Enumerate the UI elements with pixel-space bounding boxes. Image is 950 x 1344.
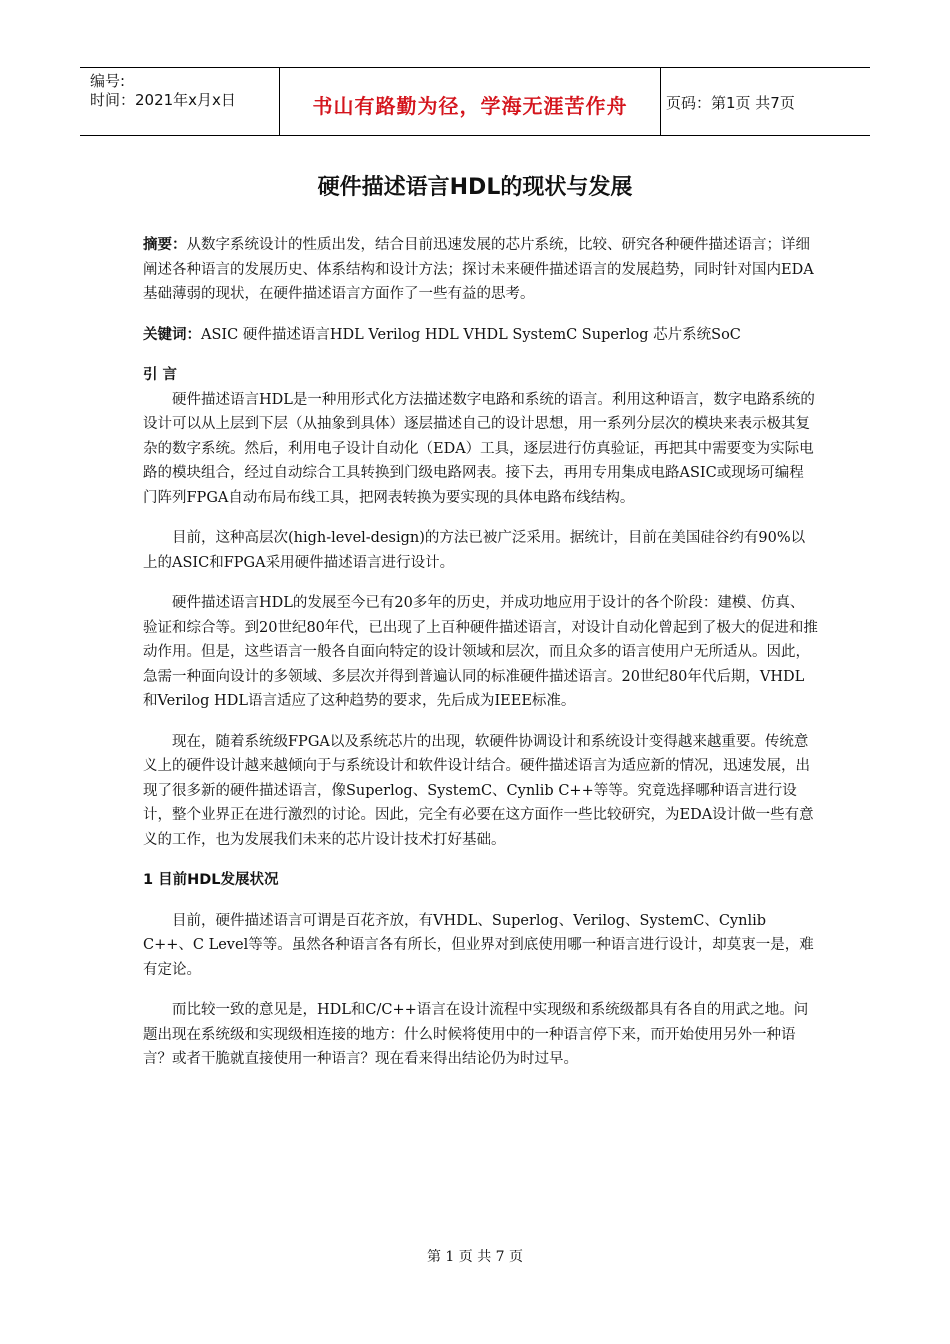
paragraph: 硬件描述语言HDL是一种用形式化方法描述数字电路和系统的语言。利用这种语言，数字电路系统的设计可以从上层到下层（从抽象到具体）逐层描述自己的设计思想，用一系列分层次的模块来表示极其复杂的数字系统。然后，利用电子设计自动化（EDA）工具，逐层进行仿真验证，再把其中需要变为实际电路的模块组合，经过自动综合工具转换到门级电路网表。接下去，再用专用集成电路ASIC或现场可编程门阵列FPGA自动布局布线工具，把网表转换为要实现的具体电路布线结构。 [143, 391, 815, 506]
keywords-text: ASIC 硬件描述语言HDL Verilog HDL VHDL SystemC Superlog 芯片系统SoC [201, 326, 741, 343]
keywords-label: 关键词： [143, 326, 201, 343]
document-title: 硬件描述语言HDL的现状与发展 [317, 175, 633, 200]
paragraph: 目前，这种高层次(high-level-design)的方法已被广泛采用。据统计，目前在美国硅谷约有90%以上的ASIC和FPGA采用硬件描述语言进行设计。 [143, 530, 806, 571]
abstract-label: 摘要： [143, 237, 187, 253]
paragraph: 现在，随着系统级FPGA以及系统芯片的出现，软硬件协调设计和系统设计变得越来越重要。传统意义上的硬件设计越来越倾向于与系统设计和软件设计结合。硬件描述语言为适应新的情况，迅速发展，出现了很多新的硬件描述语言，像Superlog、SystemC、Cynlib C++等等。究竟选择哪种语言进行设计，整个业界正在进行激烈的讨论。因此，完全有必要在这方面作一些比较研究，为EDA设计做一些有意义的工作，也为发展我们未来的芯片设计技术打好基础。 [143, 733, 814, 848]
page-info: 页码：第1页 共7页 [666, 94, 795, 112]
paragraph: 硬件描述语言HDL的发展至今已有20多年的历史，并成功地应用于设计的各个阶段：建模、仿真、验证和综合等。到20世纪80年代，已出现了上百种硬件描述语言，对设计自动化曾起到了极大的促进和推动作用。但是，这些语言一般各自面向特定的设计领域和层次，而且众多的语言使用户无所适从。因此，急需一种面向设计的多领域、多层次并得到普遍认同的标准硬件描述语言。20世纪80年代后期，VHDL和Verilog HDL语言适应了这种趋势的要求，先后成为IEEE标准。 [143, 595, 818, 709]
paragraph: 目前，硬件描述语言可谓是百花齐放，有VHDL、Superlog、Verilog、SystemC、Cynlib C++、C Level等等。虽然各种语言各有所长，但业界对到底使用哪一种语言进行设计，却莫衷一是，难有定论。 [143, 912, 814, 978]
header-left-cell [80, 68, 280, 135]
abstract-text: 从数字系统设计的性质出发，结合目前迅速发展的芯片系统，比较、研究各种硬件描述语言；详细阐述各种语言的发展历史、体系结构和设计方法；探讨未来硬件描述语言的发展趋势，同时针对国内EDA基础薄弱的现状，在硬件描述语言方面作了一些有益的思考。 [143, 237, 814, 302]
number-label: 编号: [90, 72, 126, 90]
section-heading: 1 目前HDL发展状况 [143, 872, 279, 888]
abstract [143, 233, 818, 307]
header-table [80, 67, 870, 136]
paragraph: 而比较一致的意见是，HDL和C/C++语言在设计流程中实现级和系统级都具有各自的用武之地。问题出现在系统级和实现级相连接的地方：什么时候将使用中的一种语言停下来，而开始使用另外一种语言？或者干脆就直接使用一种语言？现在看来得出结论仍为时过早。 [143, 1002, 809, 1067]
page-footer: 第 1 页 共 7 页 [426, 1249, 524, 1265]
document-body [143, 233, 818, 1072]
intro-heading: 引 言 [143, 367, 178, 383]
time-label: 时间：2021年x月x日 [90, 91, 236, 109]
keywords [143, 323, 818, 348]
motto: 书山有路勤为径，学海无涯苦作舟 [280, 68, 661, 135]
